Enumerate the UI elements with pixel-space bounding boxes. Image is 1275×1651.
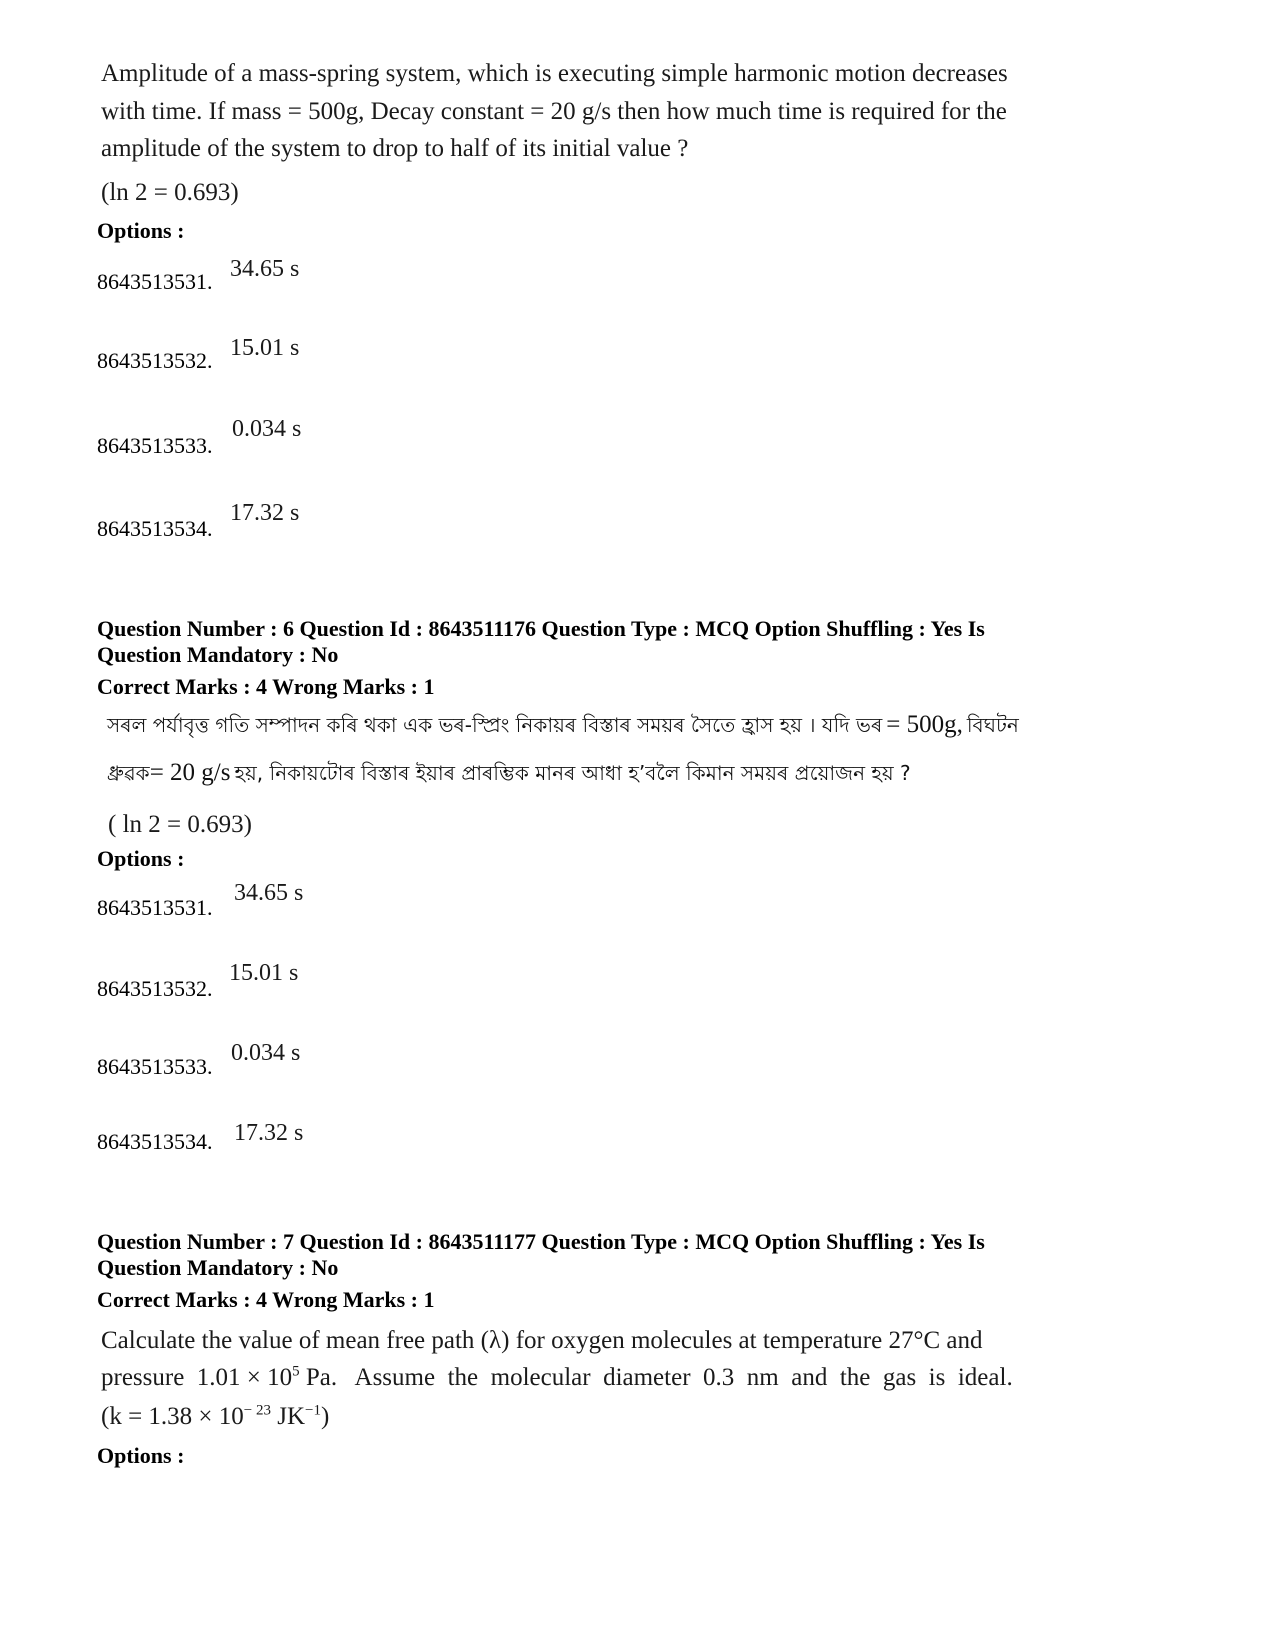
q7-meta-line-1: Question Number : 7 Question Id : 8643511177 Question Type : MCQ Option Shuffling : Yes Is xyxy=(97,1229,985,1254)
q6-meta-line-1: Question Number : 6 Question Id : 8643511176 Question Type : MCQ Option Shuffling : Yes Is xyxy=(97,616,985,641)
q6-option-2-value: 15.01 s xyxy=(229,960,299,986)
q6-option-2-id: 8643513532. xyxy=(97,976,213,1001)
q6-option-4-value: 17.32 s xyxy=(234,1120,304,1146)
q5-option-1-id: 8643513531. xyxy=(97,269,213,294)
q7-meta-line-2: Question Mandatory : No xyxy=(97,1255,339,1280)
q6-option-1-value: 34.65 s xyxy=(234,880,304,906)
q7-stem-line-3 xyxy=(101,1398,329,1436)
q6-stem-line-1-text: সৰল পৰ্যাবৃত্ত গতি সম্পাদন কৰি থকা এক ভৰ-স্প্ৰিং নিকায়ৰ বিস্তাৰ সময়ৰ সৈতে হ্ৰাস হয় । যদি ভৰ xyxy=(107,713,883,737)
q6-option-1-id: 8643513531. xyxy=(97,895,213,920)
q7-stem-line-3-a: (k = 1.38 × 10 xyxy=(101,1403,244,1430)
q6-marks: Correct Marks : 4 Wrong Marks : 1 xyxy=(97,674,435,699)
q6-options-label: Options : xyxy=(97,846,185,871)
q5-option-4-id: 8643513534. xyxy=(97,516,213,541)
q7-stem-line-2 xyxy=(101,1359,1013,1397)
q5-option-3-id: 8643513533. xyxy=(97,433,213,458)
q6-option-3-value: 0.034 s xyxy=(231,1040,301,1066)
q5-option-2-id: 8643513532. xyxy=(97,348,213,373)
q5-option-1-value: 34.65 s xyxy=(230,256,300,282)
q6-stem-line-2-head: ধ্ৰুৱক xyxy=(107,761,150,785)
q6-stem-line-2-math: = 20 g/s xyxy=(149,759,231,786)
q7-stem-line-2-a: pressure 1.01 × 10 xyxy=(101,1364,293,1391)
q6-hint: ( ln 2 = 0.693) xyxy=(108,811,252,838)
q6-stem-line-2 xyxy=(107,759,911,792)
q6-meta-line-2: Question Mandatory : No xyxy=(97,642,339,667)
q6-stem-line-1-math: = 500g, xyxy=(886,711,963,738)
q7-stem-line-2-exponent: 5 xyxy=(292,1363,300,1380)
q7-stem-line-3-b: JK xyxy=(271,1403,306,1430)
q7-stem-line-1: Calculate the value of mean free path (λ) for oxygen molecules at temperature 27°C and xyxy=(101,1327,983,1354)
q5-options-label: Options : xyxy=(97,218,185,243)
q7-stem-line-3-c: ) xyxy=(321,1403,330,1430)
q7-stem-line-3-exponent-2: −1 xyxy=(305,1402,322,1419)
q5-option-4-value: 17.32 s xyxy=(230,500,300,526)
q5-stem-line-1: Amplitude of a mass-spring system, which is executing simple harmonic motion decreases xyxy=(101,60,1008,87)
q7-stem-line-3-exponent-1: − 23 xyxy=(243,1402,271,1419)
q6-stem-line-2-text: হয়, নিকায়টোৰ বিস্তাৰ ইয়াৰ প্ৰাৰম্ভিক মানৰ আধা হ’বলৈ কিমান সময়ৰ প্ৰয়োজন হয় ? xyxy=(234,761,911,785)
q7-marks: Correct Marks : 4 Wrong Marks : 1 xyxy=(97,1287,435,1312)
q5-option-3-value: 0.034 s xyxy=(232,416,302,442)
q7-options-label: Options : xyxy=(97,1443,185,1468)
q6-option-4-id: 8643513534. xyxy=(97,1129,213,1154)
q6-option-3-id: 8643513533. xyxy=(97,1054,213,1079)
q5-hint: (ln 2 = 0.693) xyxy=(101,179,239,206)
q5-option-2-value: 15.01 s xyxy=(230,335,300,361)
q5-stem-line-2: with time. If mass = 500g, Decay constant = 20 g/s then how much time is required for the xyxy=(101,98,1007,125)
q6-stem-line-1-tail: বিঘটন xyxy=(966,713,1019,737)
q6-stem-line-1 xyxy=(107,711,1019,744)
q7-stem-line-2-b: Pa. Assume the molecular diameter 0.3 nm and the gas is ideal. xyxy=(299,1364,1013,1391)
q5-stem-line-3: amplitude of the system to drop to half of its initial value ? xyxy=(101,135,689,162)
